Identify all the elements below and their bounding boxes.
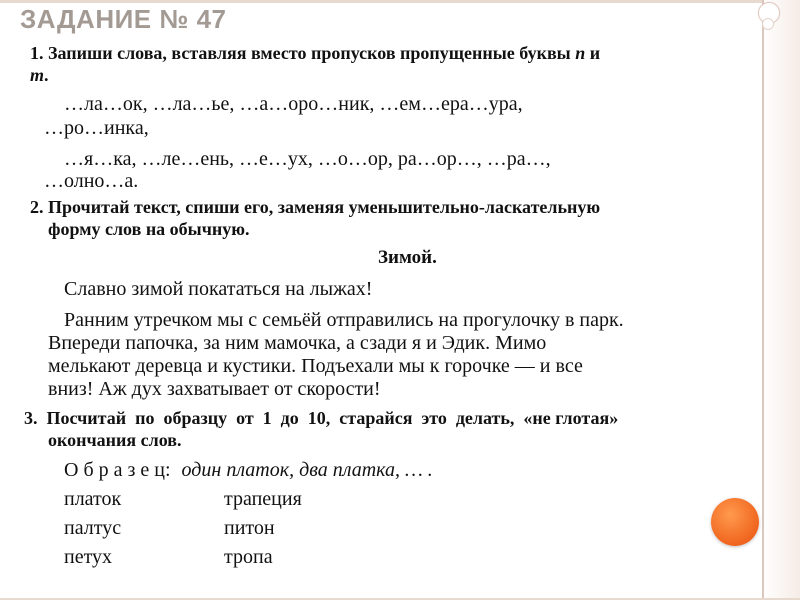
task1-letter-p: п [575,43,586,63]
task3-heading-line1: 3. Посчитай по образцу от 1 до 10, старайся это делать, «не глотая» [24,408,619,428]
sample-text: один платок, два платка, … . [181,459,433,481]
task1-row2-line2: …олно…а. [44,170,139,192]
sample-label: О б р а з е ц: [64,459,171,481]
word-left-1: платок [64,488,122,510]
task1-heading-and: и [585,43,601,63]
word-left-2: палтус [64,517,122,539]
task1-letter-t: т [30,65,45,85]
task1-row2-line1: …я…ка, …ле…ень, …е…ух, …о…ор, ра…ор…, …ра…, [64,148,551,170]
task3-heading-line2: окончания слов. [48,430,182,450]
story-paragraph-2-line3: мелькают деревца и кустики. Подъехали мы к горочке — и все [48,355,583,377]
sample-row [64,459,433,482]
story-paragraph-1: Славно зимой покататься на лыжах! [64,278,373,300]
word-right-3: тропа [224,546,273,568]
task1-heading [30,43,600,64]
word-right-2: питон [224,517,275,539]
task1-row1-line2: …ро…инка, [44,117,149,139]
slide-title: ЗАДАНИЕ № 47 [20,4,227,34]
task1-heading-text: 1. Запиши слова, вставляя вместо пропусков пропущенные буквы [30,43,576,63]
task1-row1-line1: …ла…ок, …ла…ье, …а…оро…ник, …ем…ера…ура, [64,93,523,115]
story-paragraph-2-line2: Впереди папочка, за ним мамочка, а сзади я и Эдик. Мимо [48,332,547,354]
task1-heading-end: . [44,65,49,85]
word-left-3: петух [64,546,113,568]
story-paragraph-2-line1: Ранним утречком мы с семьёй отправились на прогулочку в парк. [64,309,624,331]
story-title: Зимой. [378,247,437,268]
word-right-1: трапеция [224,488,302,510]
task1-heading-cont [30,65,49,86]
task2-heading-line2: форму слов на обычную. [48,219,250,239]
story-paragraph-2-line4: вниз! Аж дух захватывает от скорости! [48,378,381,400]
task2-heading-line1: 2. Прочитай текст, спиши его, заменяя уменьшительно-ласкательную [30,197,601,217]
